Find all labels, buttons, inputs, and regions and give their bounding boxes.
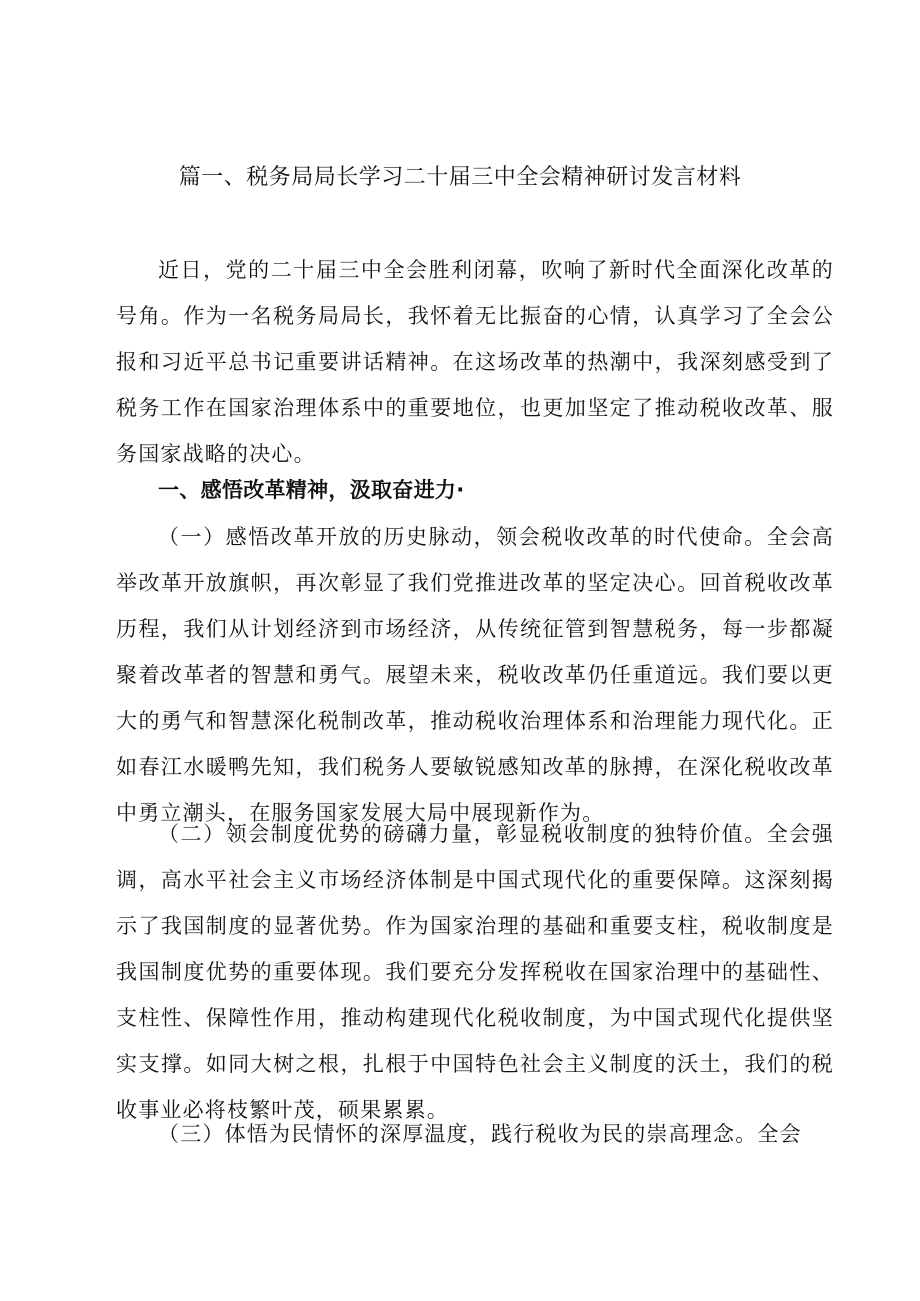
body-paragraph-3: （三）体悟为民情怀的深厚温度，践行税收为民的崇高理念。全会: [158, 1122, 802, 1146]
body-paragraph-2: （二）领会制度优势的磅礴力量，彰显税收制度的独特价值。全会强调，高水平社会主义市场经济体制是中国式现代化的重要保障。这深刻揭示了我国制度的显著优势。作为国家治理的基础和重要支柱，税收制度是我国制度优势的重要体现。我们要充分发挥税收在国家治理中的基础性、支柱性、保障性作用，推动构建现代化税收制度，为中国式现代化提供坚实支撑。如同大树之根，扎根于中国特色社会主义制度的沃土，我们的税收事业必将枝繁叶茂，硕果累累。: [116, 822, 834, 1122]
document-title: 篇一、税务局局长学习二十届三中全会精神研讨发言材料: [178, 165, 742, 190]
intro-paragraph: 近日，党的二十届三中全会胜利闭幕，吹响了新时代全面深化改革的号角。作为一名税务局局长，我怀着无比振奋的心情，认真学习了全会公报和习近平总书记重要讲话精神。在这场改革的热潮中，我深刻感受到了税务工作在国家治理体系中的重要地位，也更加坚定了推动税收改革、服务国家战略的决心。: [116, 258, 834, 466]
section-heading: 一、感悟改革精神，汲取奋进力·: [158, 478, 465, 502]
body-paragraph-1: （一）感悟改革开放的历史脉动，领会税收改革的时代使命。全会高举改革开放旗帜，再次彰显了我们党推进改革的坚定决心。回首税收改革历程，我们从计划经济到市场经济，从传统征管到智慧税务，每一步都凝聚着改革者的智慧和勇气。展望未来，税收改革仍任重道远。我们要以更大的勇气和智慧深化税制改革，推动税收治理体系和治理能力现代化。正如春江水暖鸭先知，我们税务人要敏锐感知改革的脉搏，在深化税收改革中勇立潮头，在服务国家发展大局中展现新作为。: [116, 525, 834, 825]
